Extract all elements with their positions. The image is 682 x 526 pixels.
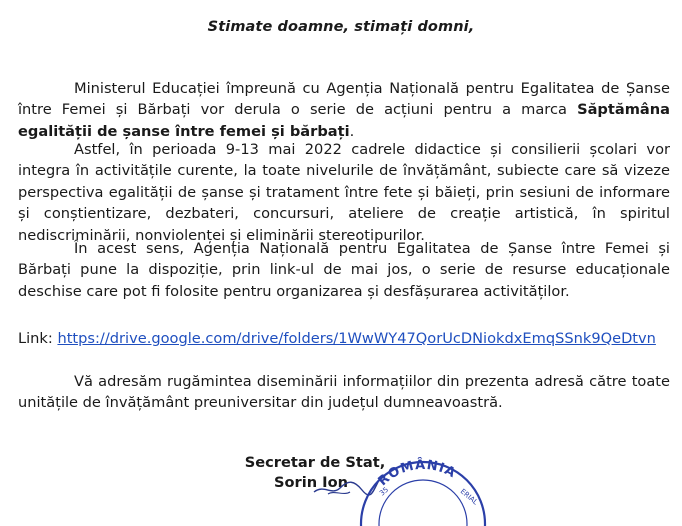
signatory-name: Sorin Ion xyxy=(273,474,349,491)
event-name: Săptămâna egalității de șanse între femei și bărbați xyxy=(18,101,670,140)
resource-link[interactable]: https://drive.google.com/drive/folders/1WwWY47QorUcDNiokdxEmqSSnk9QeDtvn xyxy=(57,330,656,347)
signature-stroke-2 xyxy=(328,492,350,494)
paragraph-details xyxy=(18,139,670,246)
paragraph-resources xyxy=(18,238,670,302)
link-label: Link: xyxy=(18,330,58,347)
paragraph-intro-end: . xyxy=(349,122,355,140)
paragraph-intro xyxy=(18,78,670,142)
salutation: Stimate doamne, stimați domni, xyxy=(207,19,475,35)
paragraph-details-text: Astfel, în perioada 9-13 mai 2022 cadrele didactice și consilierii școlari vor integra în activitățile curente, la toate nivelurile de învățământ, subiecte care să vizeze perspectiva egalității de șanse și tratament între fete și băieți, prin sesiuni de informare și conștientizare, dezbateri, concursuri, ateliere de creație artistică, în spiritul nediscriminării, nonviolenței și eliminării stereotipurilor. xyxy=(18,141,670,244)
stamp-country-text: ROMÂNIA xyxy=(375,457,459,490)
stamp-side-text: 35 xyxy=(378,485,391,498)
stamp-side-text-right: ERIAL xyxy=(458,487,480,507)
paragraph-request xyxy=(18,371,670,414)
official-stamp xyxy=(348,456,498,526)
signatory-title-line xyxy=(0,454,682,471)
paragraph-resources-text: În acest sens, Agenția Națională pentru Egalitatea de Șanse între Femei și Bărbați pune la dispoziție, prin link-ul de mai jos, o serie de resurse educaționale deschise care pot fi folosite pentru organizarea și desfășurarea activităților. xyxy=(18,240,670,300)
paragraph-request-text: Vă adresăm rugămintea diseminării informațiilor din prezenta adresă către toate unitățile de învățământ preuniversitar din județul dumneavoastră. xyxy=(18,373,670,412)
resource-link-line xyxy=(18,328,656,349)
paragraph-intro-text: Ministerul Educației împreună cu Agenția Națională pentru Egalitatea de Șanse între Femei și Bărbați vor derula o serie de acțiuni pentru a marca xyxy=(18,80,670,119)
stamp-inner-ring xyxy=(379,480,467,526)
signatory-title: Secretar de Stat, xyxy=(244,454,386,471)
